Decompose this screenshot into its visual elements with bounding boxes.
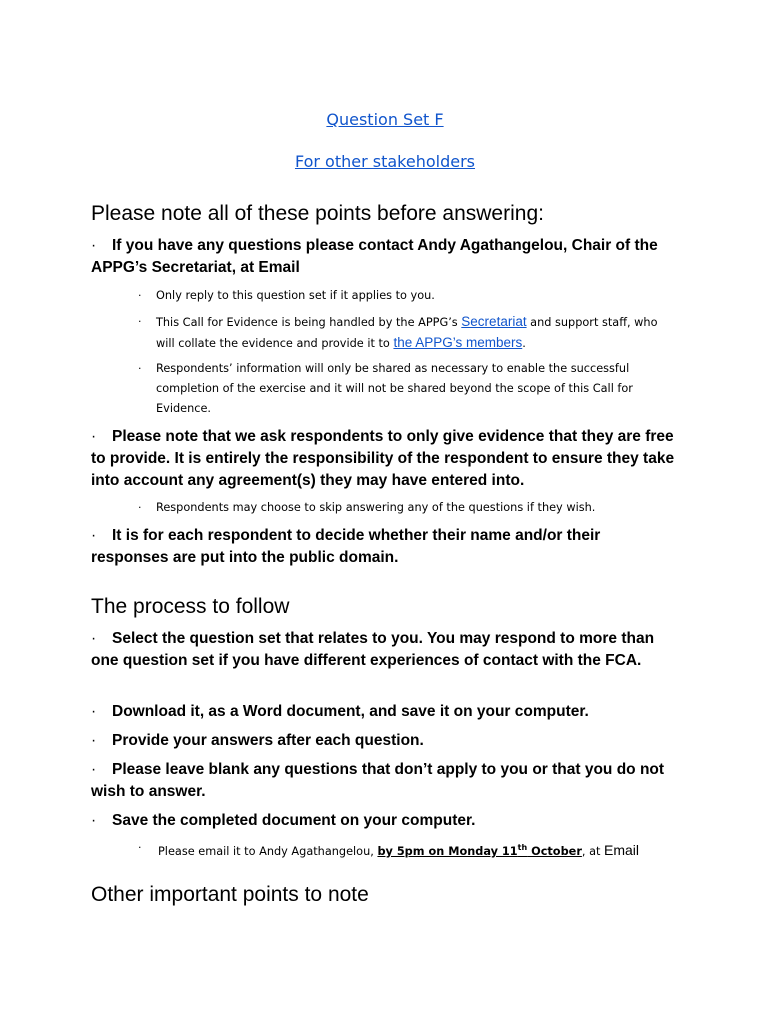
bullet-free-to-provide: · Please note that we ask respondents to only give evidence that they are free to provide. It is entirely the responsibility of the respondent to ensure they take into account any agreement(s) they may have entered into. xyxy=(91,428,675,489)
bullet-dot: · xyxy=(91,703,97,720)
bullet-dot: · xyxy=(91,732,97,749)
bullet-save-document: · Save the completed document on your computer. xyxy=(91,810,681,832)
email-text: Email xyxy=(604,841,640,858)
sub-bullet-email-deadline: · Please email it to Andy Agathangelou, by 5pm on Monday 11th October, at Email xyxy=(138,841,640,858)
bullet-leave-blank: · Please leave blank any questions that don’t apply to you or that you do not wish to answer. xyxy=(91,761,665,800)
section-heading-notes: Please note all of these points before answering: xyxy=(91,202,544,225)
bullet-public-domain: · It is for each respondent to decide whether their name and/or their responses are put into the public domain. xyxy=(91,527,601,566)
section-heading-other-points: Other important points to note xyxy=(91,883,369,906)
section-heading-process: The process to follow xyxy=(91,595,290,618)
bullet-download: · Download it, as a Word document, and save it on your computer. xyxy=(91,701,681,723)
sub-bullet-applies: · Only reply to this question set if it applies to you. xyxy=(138,289,435,302)
bullet-dot: · xyxy=(91,630,97,647)
bullet-dot: · xyxy=(91,237,97,254)
appg-members-link[interactable]: the APPG’s members xyxy=(393,335,523,350)
sub-bullet-handled: · This Call for Evidence is being handled by the APPG’s Secretariat and support staff, who will collate the evidence and provide it to the APPG’s members. xyxy=(138,314,658,350)
deadline-date: by 5pm on Monday 11th October xyxy=(377,843,582,858)
bullet-contact: · If you have any questions please contact Andy Agathangelou, Chair of the APPG’s Secretariat, at Email xyxy=(91,237,658,276)
bullet-dot: · xyxy=(91,812,97,829)
bullet-select-set: · Select the question set that relates to you. You may respond to more than one question set if you have different experiences of contact with the FCA. xyxy=(91,630,655,669)
bullet-dot: · xyxy=(91,761,97,778)
sub-bullet-skip: · Respondents may choose to skip answering any of the questions if they wish. xyxy=(138,501,596,514)
question-set-title[interactable]: Question Set F xyxy=(326,110,444,129)
sub-bullet-information: · Respondents’ information will only be shared as necessary to enable the successful completion of the exercise and it will not be shared beyond the scope of this Call for Evidence. xyxy=(138,362,633,415)
bullet-dot: · xyxy=(91,527,97,544)
bullet-dot: · xyxy=(91,428,97,445)
bullet-provide-answers: · Provide your answers after each question. xyxy=(91,730,681,752)
stakeholders-subtitle[interactable]: For other stakeholders xyxy=(294,152,476,171)
secretariat-link[interactable]: Secretariat xyxy=(461,314,527,329)
